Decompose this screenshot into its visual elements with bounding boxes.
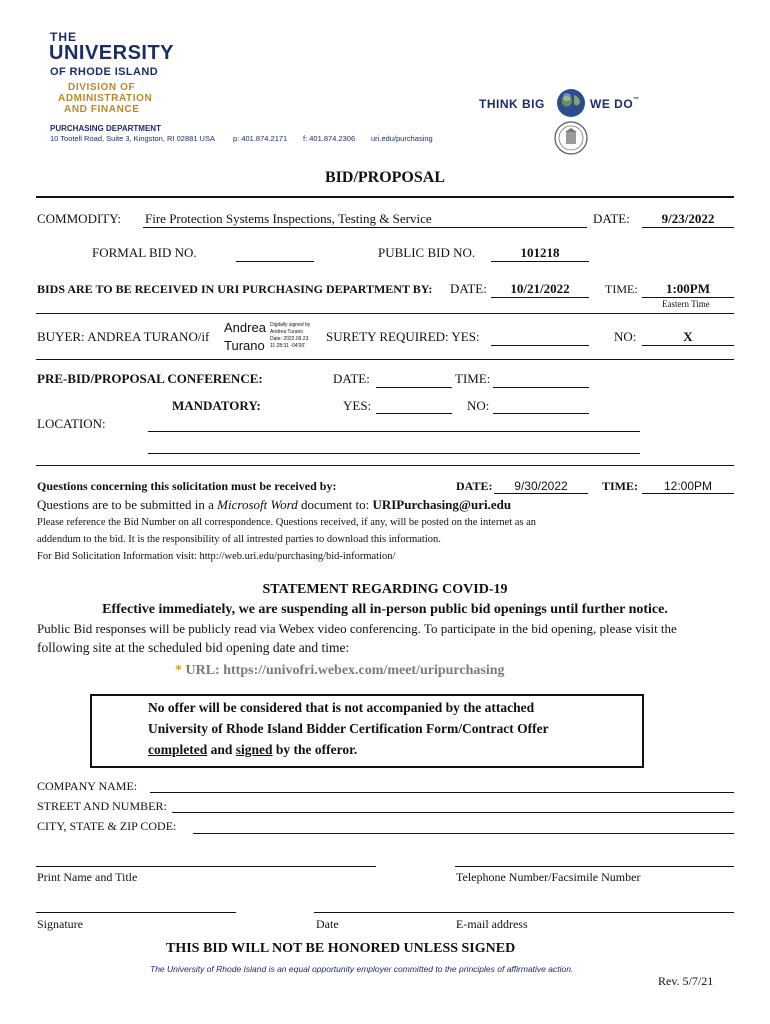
conference-date-label: DATE: [333,371,370,386]
dept-web: uri.edu/purchasing [371,134,433,143]
location-underline-1 [148,431,640,432]
email-label: E-mail address [456,917,528,931]
public-bid-underline [491,261,589,262]
covid-title: STATEMENT REGARDING COVID-19 [262,582,508,597]
eeo-statement: The University of Rhode Island is an equal opportunity employer committed to the principles of affirmative action. [150,964,574,974]
dept-address: 10 Tootell Road, Suite 3, Kingston, RI 02881 USA [50,134,215,143]
covid-line-1: Public Bid responses will be publicly read via Webex video conferencing. To participate in the bid opening, please visit the [37,621,677,636]
conference-label: PRE-BID/PROPOSAL CONFERENCE: [37,371,263,386]
covid-url[interactable]: * URL: https://univofri.webex.com/meet/uripurchasing [175,663,505,678]
street-label: STREET AND NUMBER: [37,799,167,813]
commodity-date-label: DATE: [593,211,630,226]
formal-bid-underline [236,261,314,262]
company-name-label: COMPANY NAME: [37,779,138,793]
date-label: Date [316,917,339,931]
print-name-field[interactable] [36,866,376,867]
receipt-label: BIDS ARE TO BE RECEIVED IN URI PURCHASING DEPARTMENT BY: [37,282,433,296]
receipt-timezone: Eastern Time [662,299,710,309]
page-title: BID/PROPOSAL [324,169,445,186]
questions-submit: Questions are to be submitted in a Microsoft Word document to: URIPurchasing@uri.edu [37,497,512,512]
receipt-date-label: DATE: [450,281,487,296]
conference-time-underline [493,387,589,388]
logo-division-3: AND FINANCE [64,104,140,115]
university-seal-icon [554,121,588,160]
surety-label: SURETY REQUIRED: YES: [326,329,480,344]
questions-note-2: addendum to the bid. It is the responsibility of all intrested parties to download this information. [37,534,441,545]
commodity-value: Fire Protection Systems Inspections, Testing & Service [145,211,432,226]
questions-note-3: For Bid Solicitation Information visit: http://web.uri.edu/purchasing/bid-information/ [37,551,396,562]
title-divider [36,196,734,198]
public-bid-label: PUBLIC BID NO. [378,245,476,260]
signature-first-name: Andrea [224,320,266,335]
questions-email-link[interactable]: URIPurchasing@uri.edu [372,497,512,512]
dept-phone: p: 401.874.2171 [233,134,288,143]
location-underline-2 [148,453,640,454]
telephone-field[interactable] [455,866,734,867]
mandatory-label: MANDATORY: [172,398,261,413]
signature-field[interactable] [36,912,236,913]
dept-name: PURCHASING DEPARTMENT [50,124,161,133]
signature-label: Signature [37,917,83,931]
slogan-we-do: WE DO™ [590,97,640,111]
questions-date-value: 9/30/2022 [514,479,568,493]
notice-line-3: completed and signed by the offeror. [148,742,358,757]
covid-line-2: following site at the scheduled bid opening date and time: [37,640,350,655]
honored-notice: THIS BID WILL NOT BE HONORED UNLESS SIGNED [166,941,516,956]
slogan-think-big: THINK BIG [479,97,545,111]
city-state-zip-label: CITY, STATE & ZIP CODE: [37,819,177,833]
mandatory-yes-label: YES: [343,398,372,413]
questions-time-value: 12:00PM [663,479,713,493]
print-name-label: Print Name and Title [37,870,138,884]
receipt-divider [36,313,734,314]
commodity-underline [143,227,587,228]
questions-time-underline [642,493,734,494]
telephone-label: Telephone Number/Facsimile Number [456,870,641,884]
logo-division-2: ADMINISTRATION [58,93,153,104]
globe-icon [556,88,586,123]
mandatory-no-underline [493,413,589,414]
dept-fax: f: 401.874.2306 [303,134,356,143]
receipt-time-underline [642,297,734,298]
questions-date-label: DATE: [456,479,493,493]
notice-line-1: No offer will be considered that is not accompanied by the attached [148,700,535,715]
street-field[interactable] [172,812,734,813]
commodity-date-underline [642,227,734,228]
mandatory-yes-underline [376,413,452,414]
revision-label: Rev. 5/7/21 [658,974,714,988]
conference-divider [36,465,734,466]
surety-no-label: NO: [614,329,637,344]
covid-bold-line: Effective immediately, we are suspending all in-person public bid openings until further notice. [102,602,668,617]
conference-time-label: TIME: [455,371,491,386]
questions-time-label: TIME: [602,479,638,493]
receipt-time-label: TIME: [605,282,638,296]
conference-date-underline [376,387,452,388]
buyer-label: BUYER: ANDREA TURANO/if [37,329,210,344]
commodity-date-value: 9/23/2022 [661,211,715,226]
mandatory-no-label: NO: [467,398,490,413]
formal-bid-label: FORMAL BID NO. [92,245,197,260]
location-label: LOCATION: [37,416,106,431]
receipt-time-value: 1:00PM [665,281,711,296]
logo-university: UNIVERSITY [49,42,175,64]
questions-date-underline [494,493,588,494]
company-name-field[interactable] [150,792,734,793]
logo-of-rhode-island: OF RHODE ISLAND [50,66,159,78]
questions-deadline-label: Questions concerning this solicitation must be received by: [37,479,337,493]
logo-the: THE [50,30,77,44]
surety-no-value: X [683,329,693,344]
date-email-field[interactable] [314,912,734,913]
public-bid-value: 101218 [520,245,560,260]
city-state-zip-field[interactable] [193,833,734,834]
surety-yes-underline [491,345,589,346]
buyer-divider [36,359,734,360]
signature-meta: Digitally signed by Andrea Turano Date: 2022.09.23 11:28:31 -04'00' [270,322,311,349]
surety-no-underline [642,345,734,346]
notice-line-2: University of Rhode Island Bidder Certification Form/Contract Offer [148,721,549,736]
logo-division-1: DIVISION OF [68,82,136,93]
receipt-date-underline [491,297,589,298]
receipt-date-value: 10/21/2022 [510,281,570,296]
signature-last-name: Turano [224,338,265,353]
questions-note-1: Please reference the Bid Number on all correspondence. Questions received, if any, will be posted on the internet as an [37,517,537,528]
commodity-label: COMMODITY: [37,211,122,226]
